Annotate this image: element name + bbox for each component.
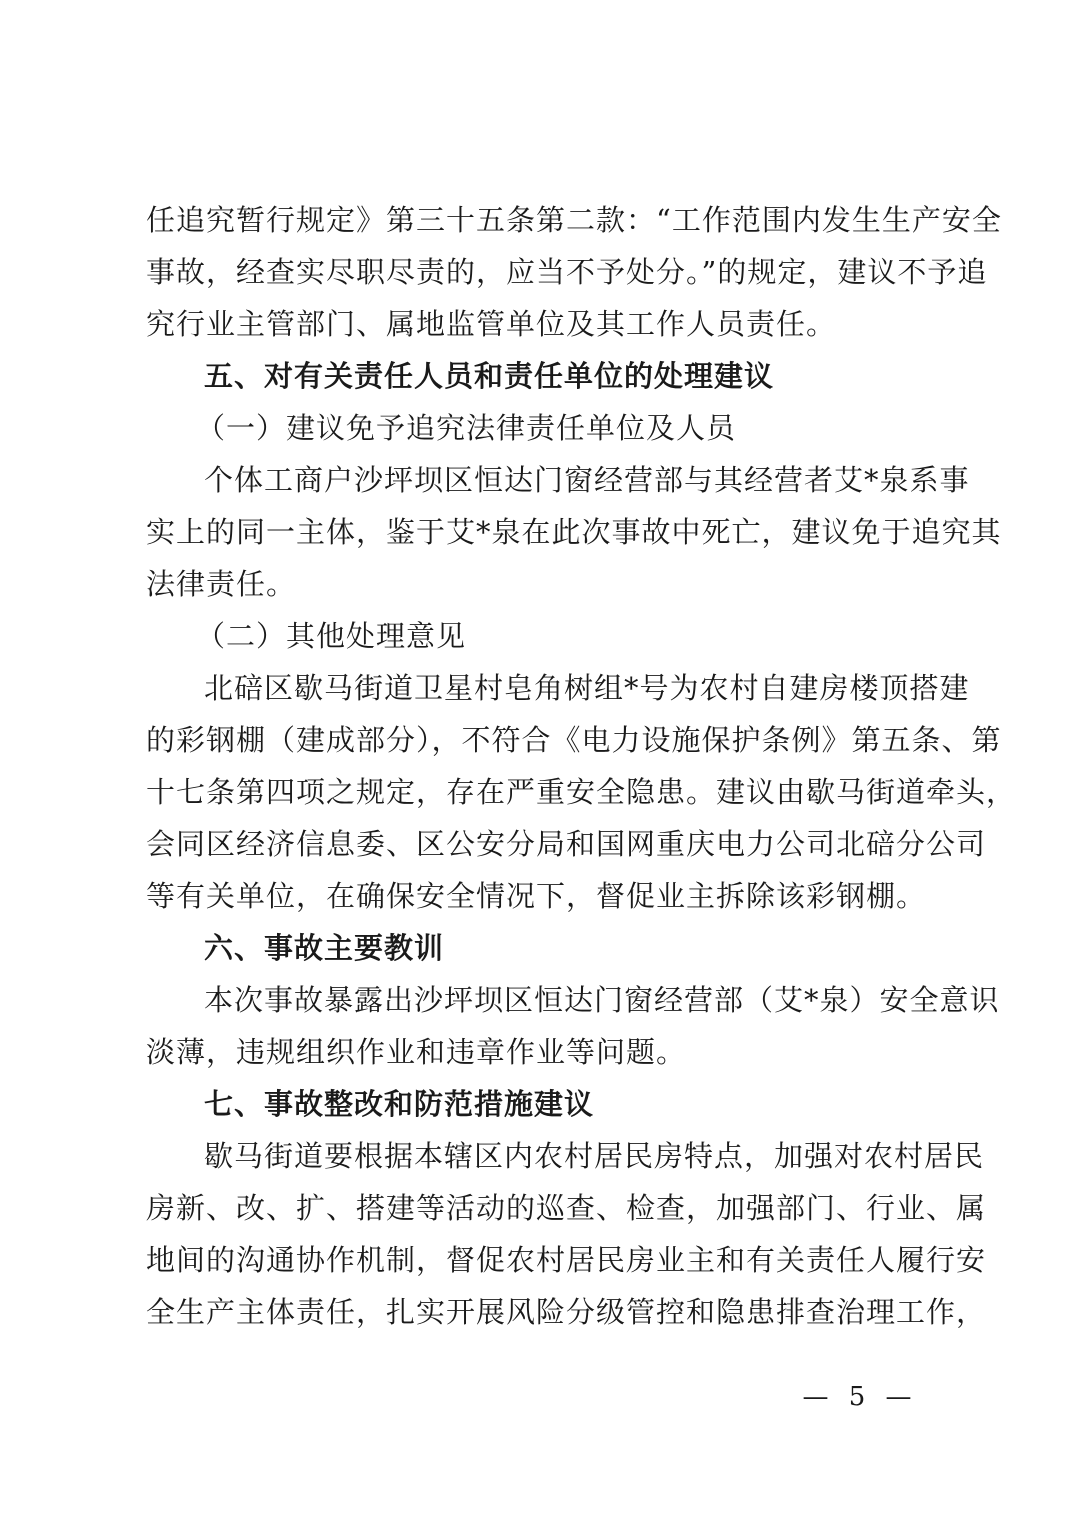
subsection-heading-5-2: （二）其他处理意见 (196, 619, 467, 653)
body-line-20: 房新、改、扩、搭建等活动的巡查、检查，加强部门、行业、属 (146, 1191, 987, 1225)
page-number: — 5 — (802, 1382, 918, 1412)
body-line-13: 会同区经济信息委、区公安分局和国网重庆电力公司北碚分公司 (146, 827, 987, 861)
body-line-21: 地间的沟通协作机制，督促农村居民房业主和有关责任人履行安 (146, 1243, 987, 1277)
body-line-22: 全生产主体责任，扎实开展风险分级管控和隐患排查治理工作， (146, 1295, 987, 1329)
body-line-10: 北碚区歇马街道卫星村皂角树组*号为农村自建房楼顶搭建 (204, 671, 970, 705)
body-line-8: 法律责任。 (146, 567, 297, 601)
body-line-12: 十七条第四项之规定，存在严重安全隐患。建议由歇马街道牵头， (146, 775, 1017, 809)
subsection-heading-5-1: （一）建议免予追究法律责任单位及人员 (196, 411, 737, 445)
body-line-17: 淡薄，违规组织作业和违章作业等问题。 (146, 1035, 687, 1069)
body-line-6: 个体工商户沙坪坝区恒达门窗经营部与其经营者艾*泉系事 (204, 463, 970, 497)
body-line-7: 实上的同一主体，鉴于艾*泉在此次事故中死亡，建议免于追究其 (146, 515, 1002, 549)
section-heading-7: 七、事故整改和防范措施建议 (204, 1087, 595, 1121)
body-line-14: 等有关单位，在确保安全情况下，督促业主拆除该彩钢棚。 (146, 879, 927, 913)
body-line-19: 歇马街道要根据本辖区内农村居民房特点，加强对农村居民 (204, 1139, 985, 1173)
body-line-2: 事故，经查实尽职尽责的，应当不予处分。”的规定，建议不予追 (146, 255, 988, 289)
body-line-11: 的彩钢棚（建成部分），不符合《电力设施保护条例》第五条、第 (146, 723, 1002, 757)
section-heading-5: 五、对有关责任人员和责任单位的处理建议 (204, 359, 775, 393)
body-line-16: 本次事故暴露出沙坪坝区恒达门窗经营部（艾*泉）安全意识 (204, 983, 1000, 1017)
section-heading-6: 六、事故主要教训 (204, 931, 445, 965)
body-line-3: 究行业主管部门、属地监管单位及其工作人员责任。 (146, 307, 837, 341)
body-line-1: 任追究暂行规定》第三十五条第二款：“工作范围内发生生产安全 (146, 203, 1002, 237)
